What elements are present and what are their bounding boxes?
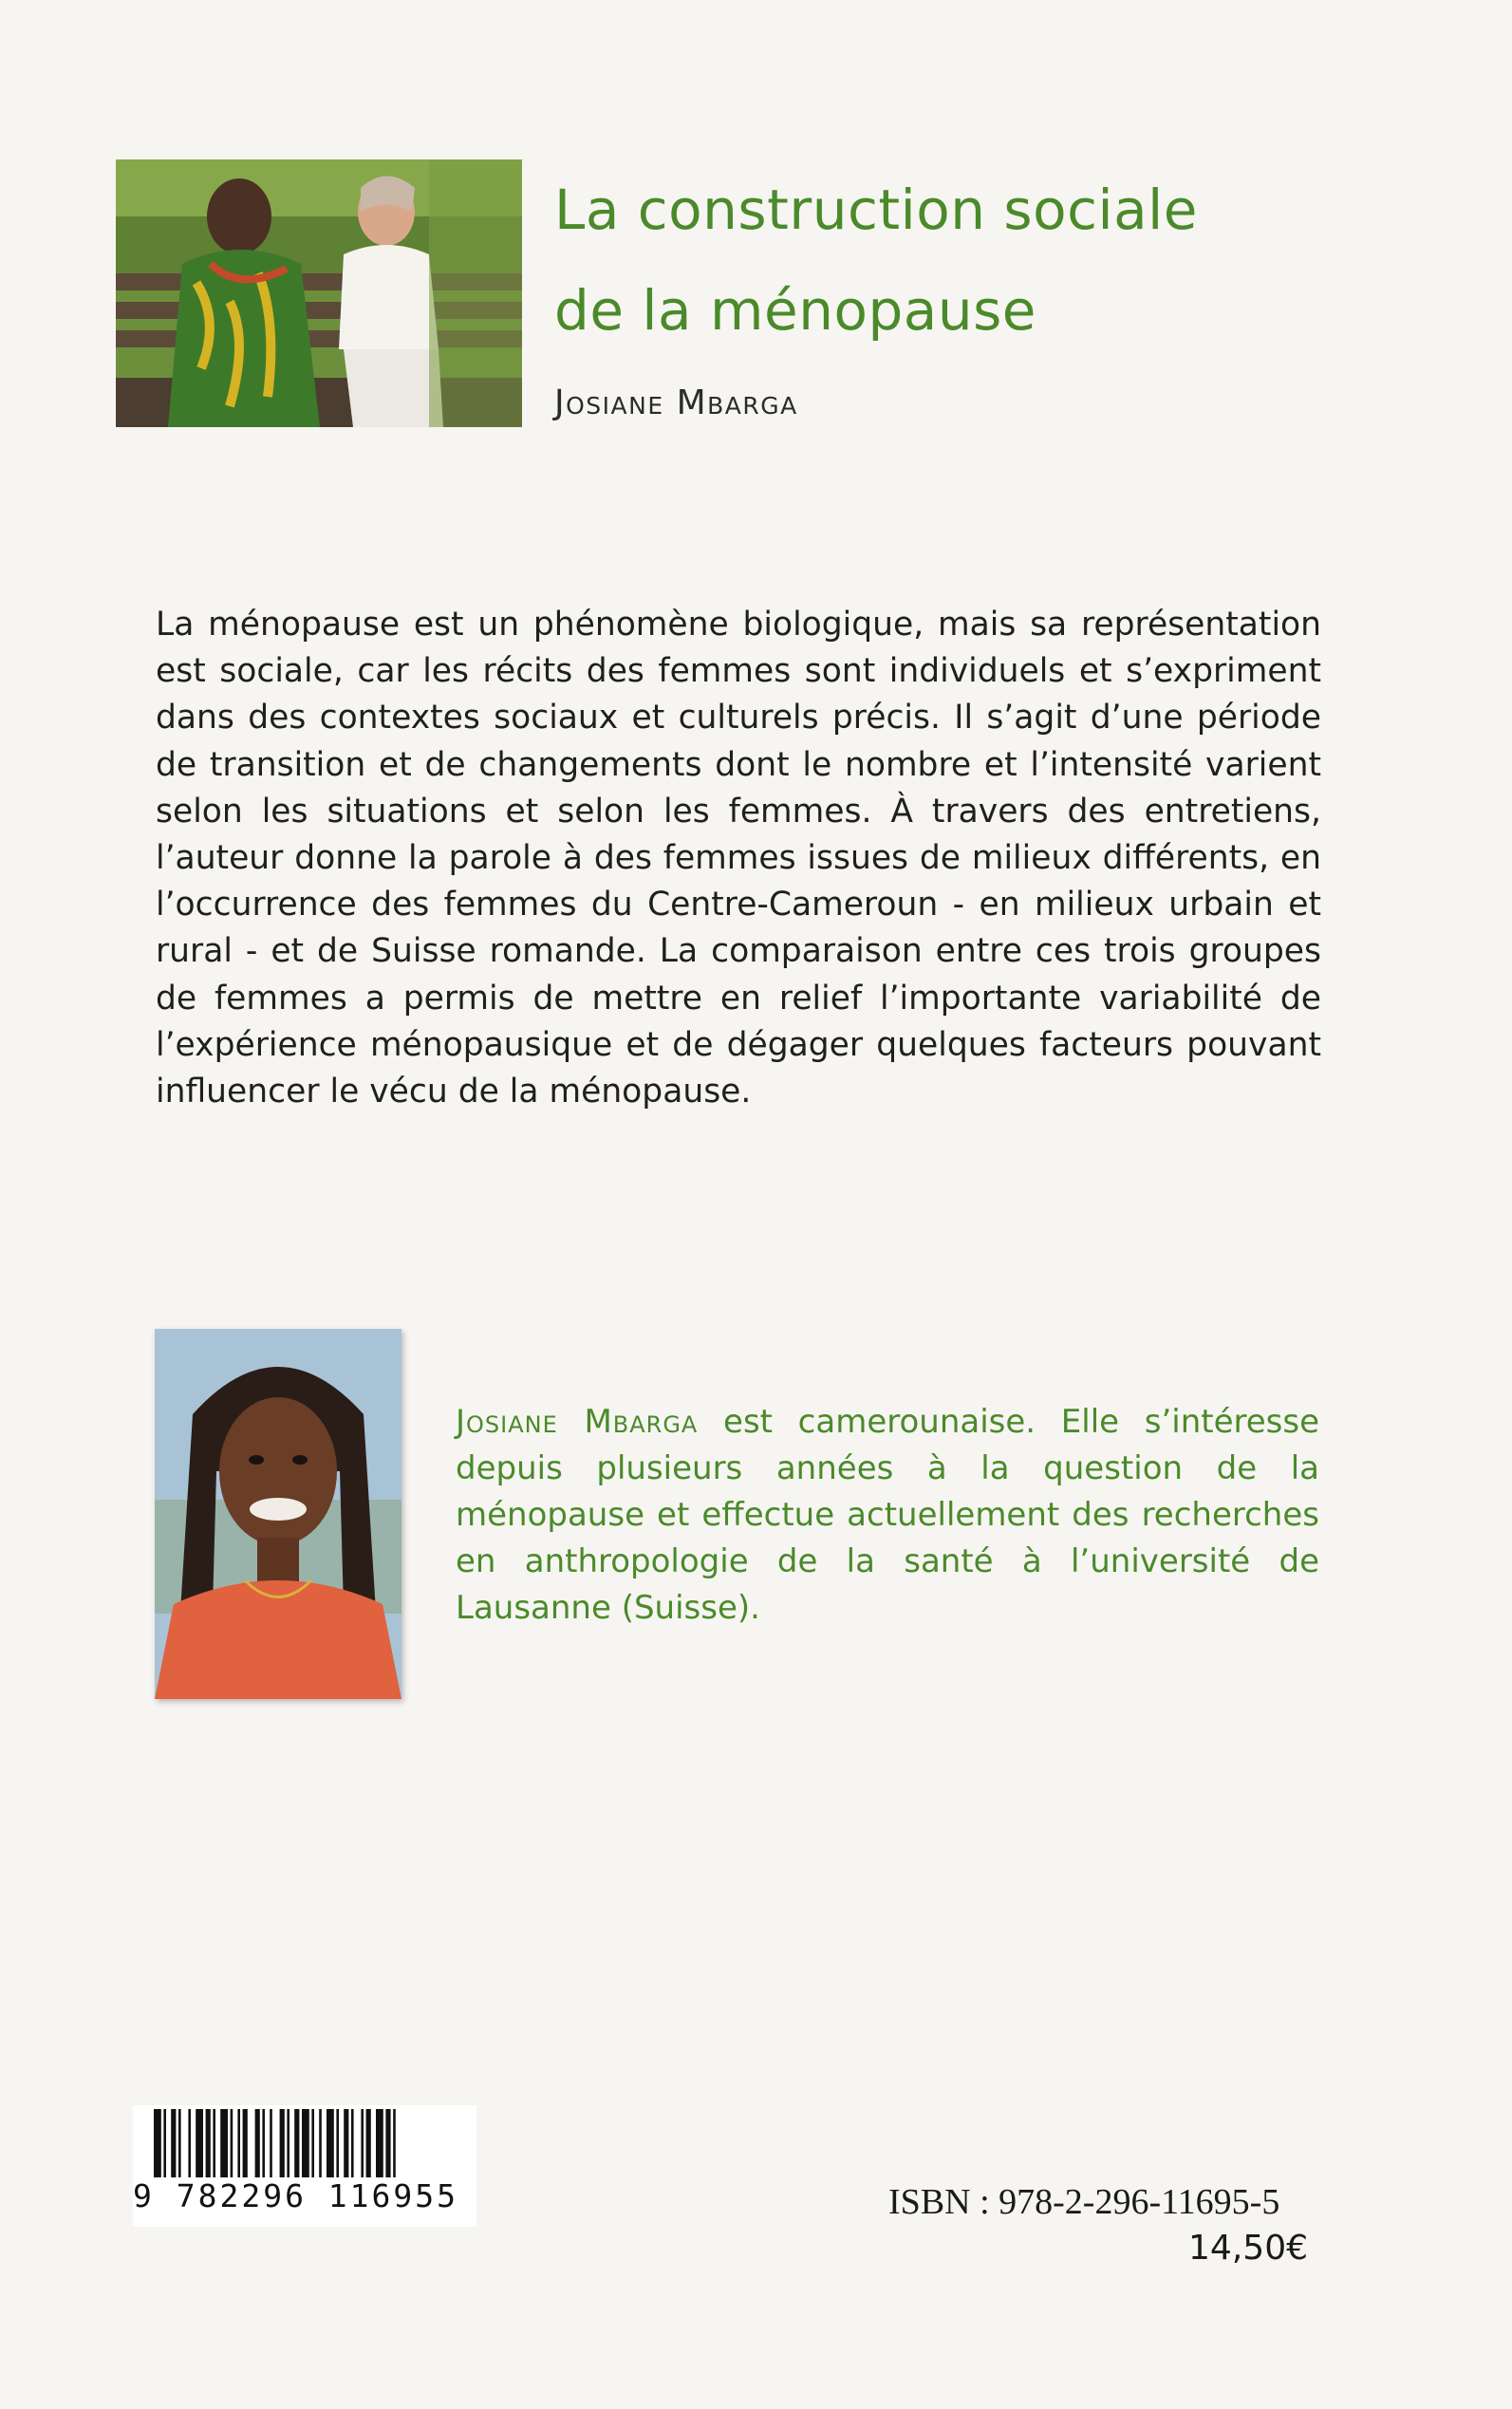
bio-author-name: Josiane Mbarga — [456, 1403, 699, 1441]
barcode-bar — [393, 2109, 396, 2177]
price: 14,50€ — [1188, 2229, 1308, 2268]
barcode-bar — [154, 2109, 161, 2177]
book-summary: La ménopause est un phénomène biologique, mais sa représentation est sociale, car les récits des femmes sont individuels et s’expriment dans des contextes sociaux et culturels précis. Il s’agit d’une période de transition et de changements dont le nombre et l’intensité varient selon les situations et selon les femmes. À travers des entretiens, l’auteur donne la parole à des femmes issues de milieux différents, en l’occurrence des femmes du Centre-Cameroun - en milieux urbain et rural - et de Suisse romande. La comparaison entre ces trois groupes de femmes a permis de mettre en relief l’importante variabilité de l’expérience ménopausique et de dégager quelques facteurs pouvant influencer le vécu de la ménopause. — [156, 606, 1321, 1111]
barcode-bar — [178, 2109, 181, 2177]
barcode-bar — [243, 2109, 248, 2177]
barcode-bar — [385, 2109, 390, 2177]
barcode-bar — [351, 2109, 354, 2177]
barcode-bar — [270, 2109, 272, 2177]
barcode-bar — [336, 2109, 339, 2177]
barcode-bar — [287, 2109, 289, 2177]
barcode-bar — [171, 2109, 176, 2177]
cover-photo — [116, 159, 522, 427]
barcode-bar — [231, 2109, 233, 2177]
bio-text: est camerounaise. Elle s’intéresse depuis plusieurs années à la question de la ménopause et effectue actuellement des recherches en anthropologie de la santé à l’université de Lausanne (Suisse). — [456, 1403, 1319, 1627]
barcode-bar — [319, 2109, 322, 2177]
barcode-bar — [255, 2109, 260, 2177]
barcode-bar — [206, 2109, 211, 2177]
barcode-bar — [213, 2109, 215, 2177]
title-line-1: La construction sociale — [554, 177, 1198, 242]
barcode-bar — [163, 2109, 166, 2177]
barcode-bar — [196, 2109, 203, 2177]
title-line-2: de la ménopause — [554, 278, 1036, 343]
author-name: Josiane Mbarga — [554, 383, 798, 422]
barcode-bar — [262, 2109, 265, 2177]
barcode-bar — [237, 2109, 240, 2177]
barcode-bar — [294, 2109, 299, 2177]
barcode-bar — [188, 2109, 191, 2177]
barcode-bar — [311, 2109, 314, 2177]
barcode-bar — [344, 2109, 348, 2177]
barcode-digits: 9 782296 116955 — [133, 2177, 459, 2214]
barcode-bar — [361, 2109, 364, 2177]
isbn: ISBN : 978-2-296-11695-5 — [888, 2182, 1280, 2222]
author-bio — [456, 1399, 1319, 1632]
barcode-bar — [327, 2109, 334, 2177]
barcode-bar — [280, 2109, 285, 2177]
barcode-bar — [302, 2109, 309, 2177]
barcode-bar — [220, 2109, 228, 2177]
barcode-bar — [376, 2109, 383, 2177]
author-photo — [155, 1329, 401, 1699]
barcode-bar — [366, 2109, 371, 2177]
book-title — [554, 159, 1333, 361]
